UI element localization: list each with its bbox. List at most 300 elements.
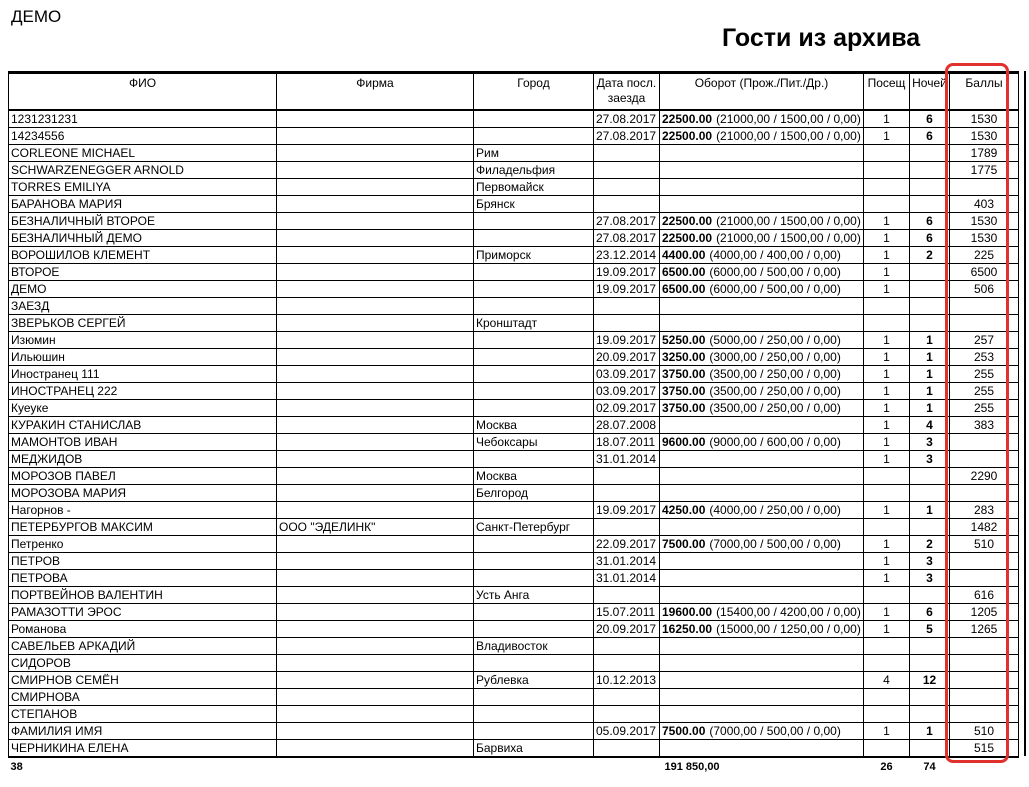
cell-points xyxy=(950,315,1019,332)
cell-firm xyxy=(277,621,474,638)
cell-name: ПЕТРОВ xyxy=(9,553,277,570)
cell-city: Владивосток xyxy=(474,638,594,655)
cell-points xyxy=(950,553,1019,570)
cell-nights: 6 xyxy=(910,604,950,621)
cell-firm xyxy=(277,281,474,298)
cell-nights: 5 xyxy=(910,621,950,638)
cell-turnover xyxy=(660,298,864,315)
cell-firm xyxy=(277,417,474,434)
cell-firm xyxy=(277,213,474,230)
cell-city xyxy=(474,689,594,706)
cell-last-visit: 18.07.2011 xyxy=(594,434,660,451)
cell-turnover xyxy=(660,689,864,706)
cell-city xyxy=(474,281,594,298)
cell-firm xyxy=(277,570,474,587)
turnover-amount: 7500.00 xyxy=(662,537,706,551)
cell-points: 1530 xyxy=(950,128,1019,145)
cell-visits xyxy=(864,587,910,604)
cell-points: 506 xyxy=(950,281,1019,298)
cell-nights xyxy=(910,298,950,315)
cell-city: Чебоксары xyxy=(474,434,594,451)
cell-last-visit: 19.09.2017 xyxy=(594,264,660,281)
cell-firm xyxy=(277,349,474,366)
turnover-amount: 16250.00 xyxy=(662,622,713,636)
table-body xyxy=(9,110,1019,757)
cell-turnover xyxy=(660,587,864,604)
cell-points: 6500 xyxy=(950,264,1019,281)
cell-nights: 6 xyxy=(910,213,950,230)
cell-last-visit xyxy=(594,706,660,723)
cell-last-visit: 15.07.2011 xyxy=(594,604,660,621)
cell-turnover xyxy=(660,230,864,247)
cell-last-visit: 28.07.2008 xyxy=(594,417,660,434)
cell-visits: 1 xyxy=(864,247,910,264)
cell-city: Белгород xyxy=(474,485,594,502)
cell-turnover xyxy=(660,621,864,638)
cell-last-visit: 27.08.2017 xyxy=(594,213,660,230)
turnover-breakdown: (6000,00 / 500,00 / 0,00) xyxy=(709,282,841,296)
table-row xyxy=(9,587,1019,604)
cell-last-visit xyxy=(594,298,660,315)
cell-name: БЕЗНАЛИЧНЫЙ ДЕМО xyxy=(9,230,277,247)
table-row xyxy=(9,332,1019,349)
cell-turnover xyxy=(660,400,864,417)
cell-firm xyxy=(277,536,474,553)
cell-points xyxy=(950,706,1019,723)
cell-name: ПЕТРОВА xyxy=(9,570,277,587)
cell-firm xyxy=(277,689,474,706)
cell-visits: 1 xyxy=(864,417,910,434)
cell-firm xyxy=(277,315,474,332)
cell-turnover xyxy=(660,553,864,570)
cell-points: 1482 xyxy=(950,519,1019,536)
cell-visits xyxy=(864,298,910,315)
column-header-points: Баллы xyxy=(950,73,1019,111)
cell-points xyxy=(950,672,1019,689)
cell-points: 1265 xyxy=(950,621,1019,638)
cell-turnover xyxy=(660,485,864,502)
table-row xyxy=(9,434,1019,451)
cell-points: 257 xyxy=(950,332,1019,349)
cell-name: Изюмин xyxy=(9,332,277,349)
cell-points: 1530 xyxy=(950,230,1019,247)
cell-name: ВТОРОЕ xyxy=(9,264,277,281)
cell-firm xyxy=(277,740,474,758)
cell-points xyxy=(950,689,1019,706)
cell-last-visit xyxy=(594,179,660,196)
cell-city xyxy=(474,264,594,281)
table-row xyxy=(9,723,1019,740)
cell-turnover xyxy=(660,536,864,553)
cell-last-visit: 31.01.2014 xyxy=(594,570,660,587)
cell-firm xyxy=(277,706,474,723)
cell-visits: 1 xyxy=(864,536,910,553)
cell-city xyxy=(474,110,594,128)
cell-last-visit: 03.09.2017 xyxy=(594,383,660,400)
cell-visits xyxy=(864,145,910,162)
cell-name: МОРОЗОВ ПАВЕЛ xyxy=(9,468,277,485)
cell-city xyxy=(474,553,594,570)
cell-firm xyxy=(277,264,474,281)
cell-points: 2290 xyxy=(950,468,1019,485)
cell-firm xyxy=(277,451,474,468)
cell-turnover xyxy=(660,128,864,145)
cell-visits: 1 xyxy=(864,349,910,366)
cell-last-visit: 10.12.2013 xyxy=(594,672,660,689)
cell-firm xyxy=(277,247,474,264)
cell-turnover xyxy=(660,417,864,434)
turnover-breakdown: (6000,00 / 500,00 / 0,00) xyxy=(709,265,841,279)
cell-turnover xyxy=(660,502,864,519)
turnover-breakdown: (21000,00 / 1500,00 / 0,00) xyxy=(716,129,861,143)
cell-name: ВОРОШИЛОВ КЛЕМЕНТ xyxy=(9,247,277,264)
turnover-amount: 6500.00 xyxy=(662,282,706,296)
table-row xyxy=(9,400,1019,417)
cell-nights xyxy=(910,145,950,162)
cell-last-visit xyxy=(594,587,660,604)
cell-name: ДЕМО xyxy=(9,281,277,298)
cell-points: 616 xyxy=(950,587,1019,604)
turnover-amount: 3750.00 xyxy=(662,367,706,381)
cell-last-visit: 20.09.2017 xyxy=(594,621,660,638)
cell-turnover xyxy=(660,451,864,468)
guests-archive-table xyxy=(8,71,1019,774)
cell-last-visit xyxy=(594,740,660,758)
cell-name: Иностранец 111 xyxy=(9,366,277,383)
cell-nights: 2 xyxy=(910,536,950,553)
column-header-last-visit: Дата посл. заезда xyxy=(594,73,660,111)
cell-points: 255 xyxy=(950,400,1019,417)
cell-city xyxy=(474,332,594,349)
cell-city: Рим xyxy=(474,145,594,162)
turnover-breakdown: (21000,00 / 1500,00 / 0,00) xyxy=(716,214,861,228)
turnover-breakdown: (21000,00 / 1500,00 / 0,00) xyxy=(716,231,861,245)
table-row xyxy=(9,264,1019,281)
cell-city: Санкт-Петербург xyxy=(474,519,594,536)
cell-points: 1530 xyxy=(950,110,1019,128)
table-row xyxy=(9,230,1019,247)
cell-name: СМИРНОВ СЕМЁН xyxy=(9,672,277,689)
cell-city xyxy=(474,366,594,383)
cell-turnover xyxy=(660,315,864,332)
cell-visits xyxy=(864,638,910,655)
cell-nights: 4 xyxy=(910,417,950,434)
cell-nights: 2 xyxy=(910,247,950,264)
cell-firm xyxy=(277,604,474,621)
cell-points: 515 xyxy=(950,740,1019,758)
cell-turnover xyxy=(660,383,864,400)
cell-visits: 1 xyxy=(864,400,910,417)
cell-name: КУРАКИН СТАНИСЛАВ xyxy=(9,417,277,434)
cell-last-visit: 19.09.2017 xyxy=(594,281,660,298)
cell-visits: 1 xyxy=(864,230,910,247)
column-header-nights: Ночей xyxy=(910,73,950,111)
cell-nights xyxy=(910,179,950,196)
cell-city: Кронштадт xyxy=(474,315,594,332)
turnover-amount: 4400.00 xyxy=(662,248,706,262)
cell-points: 1775 xyxy=(950,162,1019,179)
cell-last-visit xyxy=(594,315,660,332)
turnover-amount: 22500.00 xyxy=(662,129,713,143)
turnover-amount: 19600.00 xyxy=(662,605,713,619)
cell-points: 510 xyxy=(950,536,1019,553)
total-nights: 74 xyxy=(923,761,936,773)
cell-points xyxy=(950,485,1019,502)
turnover-amount: 6500.00 xyxy=(662,265,706,279)
cell-turnover xyxy=(660,672,864,689)
cell-visits xyxy=(864,689,910,706)
cell-points: 283 xyxy=(950,502,1019,519)
cell-visits xyxy=(864,485,910,502)
turnover-breakdown: (7000,00 / 500,00 / 0,00) xyxy=(709,724,841,738)
cell-turnover xyxy=(660,434,864,451)
cell-city xyxy=(474,230,594,247)
cell-turnover xyxy=(660,638,864,655)
cell-points: 225 xyxy=(950,247,1019,264)
cell-city xyxy=(474,706,594,723)
cell-points xyxy=(950,638,1019,655)
cell-visits: 1 xyxy=(864,451,910,468)
cell-nights xyxy=(910,638,950,655)
turnover-breakdown: (15000,00 / 1250,00 / 0,00) xyxy=(716,622,861,636)
cell-nights: 3 xyxy=(910,434,950,451)
cell-name: ИНОСТРАНЕЦ 222 xyxy=(9,383,277,400)
cell-nights: 3 xyxy=(910,451,950,468)
table-row xyxy=(9,706,1019,723)
cell-last-visit: 22.09.2017 xyxy=(594,536,660,553)
column-header-firm: Фирма xyxy=(277,73,474,111)
turnover-amount: 22500.00 xyxy=(662,231,713,245)
cell-city: Барвиха xyxy=(474,740,594,758)
cell-city xyxy=(474,128,594,145)
cell-city xyxy=(474,570,594,587)
turnover-breakdown: (3500,00 / 250,00 / 0,00) xyxy=(709,401,841,415)
cell-firm xyxy=(277,332,474,349)
cell-firm xyxy=(277,502,474,519)
cell-nights: 1 xyxy=(910,332,950,349)
cell-visits: 1 xyxy=(864,434,910,451)
cell-visits: 1 xyxy=(864,570,910,587)
cell-turnover xyxy=(660,655,864,672)
cell-city: Брянск xyxy=(474,196,594,213)
cell-last-visit xyxy=(594,485,660,502)
cell-city: Усть Анга xyxy=(474,587,594,604)
table-row xyxy=(9,485,1019,502)
cell-visits xyxy=(864,519,910,536)
table-row xyxy=(9,196,1019,213)
cell-visits: 1 xyxy=(864,213,910,230)
table-row xyxy=(9,110,1019,128)
cell-city: Москва xyxy=(474,417,594,434)
cell-last-visit: 03.09.2017 xyxy=(594,366,660,383)
cell-visits xyxy=(864,468,910,485)
cell-name: РАМАЗОТТИ ЭРОС xyxy=(9,604,277,621)
cell-firm xyxy=(277,672,474,689)
cell-city xyxy=(474,298,594,315)
turnover-amount: 22500.00 xyxy=(662,214,713,228)
cell-last-visit xyxy=(594,196,660,213)
turnover-breakdown: (3500,00 / 250,00 / 0,00) xyxy=(709,384,841,398)
cell-visits xyxy=(864,162,910,179)
cell-firm xyxy=(277,655,474,672)
cell-name: БАРАНОВА МАРИЯ xyxy=(9,196,277,213)
table-row xyxy=(9,740,1019,758)
cell-turnover xyxy=(660,264,864,281)
cell-last-visit xyxy=(594,689,660,706)
cell-nights xyxy=(910,468,950,485)
cell-nights xyxy=(910,689,950,706)
cell-firm xyxy=(277,723,474,740)
cell-nights: 6 xyxy=(910,230,950,247)
turnover-amount: 3750.00 xyxy=(662,401,706,415)
cell-city: Филадельфия xyxy=(474,162,594,179)
cell-firm xyxy=(277,587,474,604)
cell-nights: 1 xyxy=(910,366,950,383)
cell-firm xyxy=(277,434,474,451)
cell-points: 383 xyxy=(950,417,1019,434)
cell-turnover xyxy=(660,468,864,485)
cell-nights xyxy=(910,587,950,604)
cell-visits xyxy=(864,315,910,332)
cell-visits xyxy=(864,196,910,213)
cell-turnover xyxy=(660,723,864,740)
cell-firm xyxy=(277,162,474,179)
column-header-visits: Посещ xyxy=(864,73,910,111)
cell-name: Романова xyxy=(9,621,277,638)
cell-visits: 1 xyxy=(864,604,910,621)
cell-turnover xyxy=(660,366,864,383)
cell-firm xyxy=(277,110,474,128)
table-header-row xyxy=(9,73,1019,111)
cell-city xyxy=(474,655,594,672)
cell-points: 1205 xyxy=(950,604,1019,621)
cell-turnover xyxy=(660,519,864,536)
totals-row xyxy=(9,757,1019,774)
cell-nights xyxy=(910,740,950,758)
cell-last-visit: 20.09.2017 xyxy=(594,349,660,366)
cell-firm xyxy=(277,468,474,485)
turnover-amount: 5250.00 xyxy=(662,333,706,347)
cell-last-visit: 19.09.2017 xyxy=(594,332,660,349)
table-row xyxy=(9,553,1019,570)
cell-points: 255 xyxy=(950,383,1019,400)
cell-points: 1530 xyxy=(950,213,1019,230)
cell-nights xyxy=(910,519,950,536)
table-row xyxy=(9,536,1019,553)
cell-points: 1789 xyxy=(950,145,1019,162)
cell-nights xyxy=(910,264,950,281)
cell-turnover xyxy=(660,247,864,264)
cell-nights xyxy=(910,162,950,179)
cell-visits xyxy=(864,179,910,196)
cell-turnover xyxy=(660,162,864,179)
cell-city: Первомайск xyxy=(474,179,594,196)
cell-firm xyxy=(277,638,474,655)
cell-last-visit: 02.09.2017 xyxy=(594,400,660,417)
cell-turnover xyxy=(660,706,864,723)
turnover-amount: 3750.00 xyxy=(662,384,706,398)
table-row xyxy=(9,689,1019,706)
cell-points xyxy=(950,451,1019,468)
cell-turnover xyxy=(660,349,864,366)
cell-visits: 1 xyxy=(864,332,910,349)
cell-firm xyxy=(277,179,474,196)
cell-last-visit xyxy=(594,519,660,536)
cell-visits: 1 xyxy=(864,383,910,400)
cell-nights: 1 xyxy=(910,502,950,519)
cell-last-visit: 27.08.2017 xyxy=(594,230,660,247)
turnover-breakdown: (7000,00 / 500,00 / 0,00) xyxy=(709,537,841,551)
cell-turnover xyxy=(660,604,864,621)
cell-visits xyxy=(864,655,910,672)
cell-name: ЧЕРНИКИНА ЕЛЕНА xyxy=(9,740,277,758)
turnover-breakdown: (4000,00 / 250,00 / 0,00) xyxy=(709,503,841,517)
cell-city: Рублевка xyxy=(474,672,594,689)
cell-last-visit xyxy=(594,162,660,179)
cell-firm xyxy=(277,128,474,145)
cell-points: 403 xyxy=(950,196,1019,213)
cell-nights xyxy=(910,196,950,213)
turnover-breakdown: (9000,00 / 600,00 / 0,00) xyxy=(709,435,841,449)
table-row xyxy=(9,383,1019,400)
cell-nights: 12 xyxy=(910,672,950,689)
cell-visits: 1 xyxy=(864,502,910,519)
cell-city xyxy=(474,536,594,553)
turnover-breakdown: (21000,00 / 1500,00 / 0,00) xyxy=(716,112,861,126)
cell-points xyxy=(950,434,1019,451)
cell-name: БЕЗНАЛИЧНЫЙ ВТОРОЕ xyxy=(9,213,277,230)
cell-firm xyxy=(277,400,474,417)
cell-firm xyxy=(277,485,474,502)
cell-nights: 3 xyxy=(910,570,950,587)
column-header-turnover: Оборот (Прож./Пит./Др.) xyxy=(660,73,864,111)
table-row xyxy=(9,468,1019,485)
cell-last-visit: 19.09.2017 xyxy=(594,502,660,519)
table-row xyxy=(9,298,1019,315)
cell-city xyxy=(474,502,594,519)
cell-turnover xyxy=(660,740,864,758)
cell-firm xyxy=(277,553,474,570)
cell-name: Нагорнов - xyxy=(9,502,277,519)
cell-name: САВЕЛЬЕВ АРКАДИЙ xyxy=(9,638,277,655)
cell-points xyxy=(950,298,1019,315)
cell-name: ФАМИЛИЯ ИМЯ xyxy=(9,723,277,740)
cell-nights: 1 xyxy=(910,383,950,400)
table-row xyxy=(9,519,1019,536)
table-row xyxy=(9,451,1019,468)
cell-city xyxy=(474,213,594,230)
cell-name: СТЕПАНОВ xyxy=(9,706,277,723)
cell-name: SCHWARZENEGGER ARNOLD xyxy=(9,162,277,179)
table-row xyxy=(9,179,1019,196)
cell-name: 14234556 xyxy=(9,128,277,145)
table-row xyxy=(9,655,1019,672)
table-row xyxy=(9,417,1019,434)
turnover-amount: 4250.00 xyxy=(662,503,706,517)
total-turnover: 191 850,00 xyxy=(664,761,720,773)
cell-nights: 1 xyxy=(910,349,950,366)
cell-visits: 1 xyxy=(864,110,910,128)
table-row xyxy=(9,162,1019,179)
table-row xyxy=(9,349,1019,366)
table-row xyxy=(9,621,1019,638)
cell-turnover xyxy=(660,145,864,162)
cell-points xyxy=(950,570,1019,587)
cell-points xyxy=(950,655,1019,672)
cell-visits: 1 xyxy=(864,723,910,740)
total-visits: 26 xyxy=(880,761,893,773)
cell-visits: 1 xyxy=(864,281,910,298)
